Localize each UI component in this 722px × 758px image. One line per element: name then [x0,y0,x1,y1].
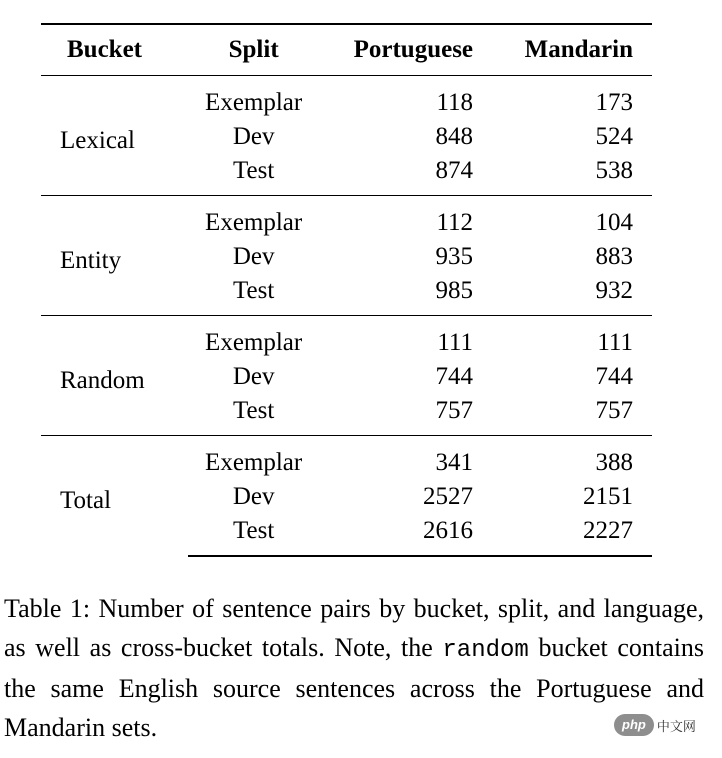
split-cell: Exemplar [188,316,320,361]
table-body [41,76,652,557]
portuguese-cell: 985 [435,277,474,304]
watermark-logo: php [614,714,654,736]
mandarin-cell: 744 [595,363,633,390]
caption-rest: bucket contains the same English source sentences across the Portuguese and Mandarin sets. [4,632,705,742]
table-row [41,196,652,241]
split-cell: Test [188,514,320,556]
portuguese-cell: 2616 [319,514,485,556]
split-cell: Exemplar [188,196,320,241]
split-cell: Test [233,277,275,304]
mandarin-cell: 538 [595,157,633,184]
portuguese-cell: 111 [319,316,485,361]
header-bucket: Bucket [67,36,142,63]
mandarin-cell: 2151 [583,483,633,510]
data-table [41,23,652,557]
portuguese-cell: 118 [436,89,474,116]
caption-lead: Table 1: Number of sentence pairs by bucket, split, and language, as well as cross-bucket totals. Note, the [4,594,704,662]
mandarin-cell: 883 [595,243,633,270]
table-row [41,76,652,121]
mandarin-cell: 388 [485,436,652,481]
portuguese-cell: 874 [435,157,474,184]
bucket-cell: Total [41,436,188,557]
table-caption [4,590,704,747]
bucket-cell: Lexical [60,126,135,154]
split-cell: Exemplar [205,89,303,116]
table-row [41,436,652,481]
caption-code: random [442,636,529,664]
portuguese-cell: 935 [435,243,474,270]
portuguese-cell: 112 [319,196,485,241]
split-cell: Dev [232,243,275,270]
mandarin-cell: 111 [485,316,652,361]
mandarin-cell: 932 [595,277,633,304]
header-portuguese: Portuguese [353,36,474,63]
split-cell: Dev [232,483,275,510]
portuguese-cell: 2527 [423,483,474,510]
mandarin-cell: 104 [485,196,652,241]
bucket-cell: Entity [41,196,188,316]
split-cell: Dev [232,123,275,150]
portuguese-cell: 341 [319,436,485,481]
bucket-cell: Random [41,316,188,436]
portuguese-cell: 744 [435,363,474,390]
header-mandarin: Mandarin [524,36,633,63]
watermark-text: 中文网 [656,719,696,735]
portuguese-cell: 757 [435,397,474,424]
split-cell: Exemplar [188,436,320,481]
mandarin-cell: 2227 [485,514,652,556]
split-cell: Dev [232,363,275,390]
portuguese-cell: 848 [435,123,474,150]
mandarin-cell: 524 [595,123,633,150]
header-split: Split [228,36,279,63]
watermark [614,712,696,738]
header-row [41,24,652,76]
mandarin-cell: 173 [595,89,633,116]
mandarin-cell: 757 [595,397,633,424]
table-row [41,316,652,361]
split-cell: Test [233,397,275,424]
split-cell: Test [233,157,275,184]
